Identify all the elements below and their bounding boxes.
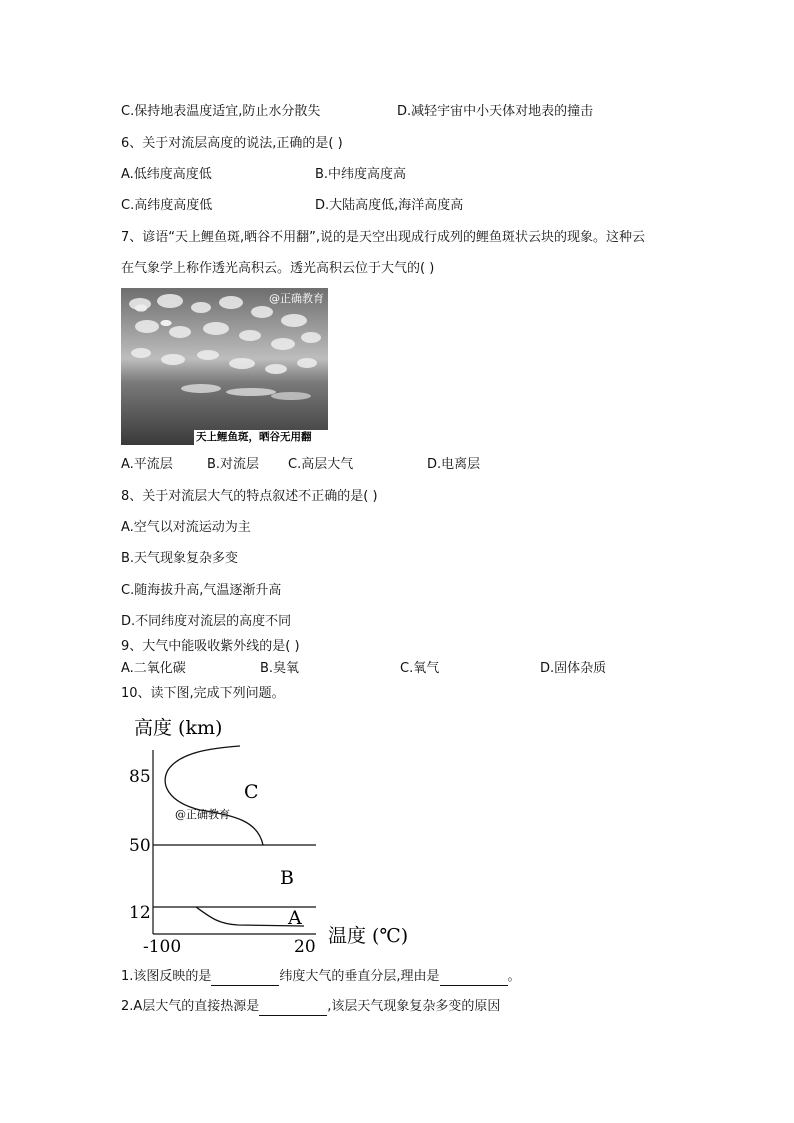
q9-option-a: A.二氧化碳 bbox=[121, 661, 186, 676]
q7-option-c: C.高层大气 bbox=[288, 457, 354, 472]
q7-option-d: D.电离层 bbox=[427, 457, 481, 472]
q7-option-a: A.平流层 bbox=[121, 457, 173, 472]
y-tick-12: 12 bbox=[129, 903, 151, 923]
q9-option-d: D.固体杂质 bbox=[540, 661, 607, 676]
chart-xlabel: 温度 (℃) bbox=[328, 925, 409, 947]
q6-option-c: C.高纬度高度低 bbox=[121, 198, 213, 213]
photo-watermark: @正确教育 bbox=[269, 292, 324, 305]
q7-stem-line1: 7、谚语“天上鲤鱼斑,晒谷不用翻”,说的是天空出现成行成列的鲤鱼斑状云块的现象。这种云 bbox=[121, 230, 646, 245]
q6-stem: 6、关于对流层高度的说法,正确的是( ) bbox=[121, 136, 343, 151]
q8-option-d: D.不同纬度对流层的高度不同 bbox=[121, 614, 292, 629]
q6-option-a: A.低纬度高度低 bbox=[121, 167, 212, 182]
q10-stem: 10、读下图,完成下列问题。 bbox=[121, 686, 285, 701]
layer-label-b: B bbox=[280, 867, 294, 889]
q10-sub1-middle: 纬度大气的垂直分层,理由是 bbox=[279, 969, 440, 984]
answer-blank-3[interactable] bbox=[259, 1001, 327, 1016]
photo-caption: 天上鲤鱼斑，晒谷无用翻 bbox=[194, 430, 328, 445]
layer-label-c: C bbox=[244, 781, 259, 803]
q10-sub2 bbox=[121, 998, 500, 1016]
q8-option-c: C.随海拔升高,气温逐渐升高 bbox=[121, 583, 282, 598]
q10-sub2-prefix: 2.A层大气的直接热源是 bbox=[121, 999, 260, 1014]
q9-option-c: C.氧气 bbox=[400, 661, 440, 676]
answer-blank-1[interactable] bbox=[211, 971, 279, 986]
q10-sub1-end: 。 bbox=[507, 969, 521, 984]
y-tick-85: 85 bbox=[129, 767, 151, 787]
cloud-photo bbox=[121, 288, 328, 445]
q9-option-b: B.臭氧 bbox=[260, 661, 300, 676]
q10-sub2-suffix: ,该层天气现象复杂多变的原因 bbox=[327, 999, 501, 1014]
q10-sub1 bbox=[121, 968, 521, 986]
q8-stem: 8、关于对流层大气的特点叙述不正确的是( ) bbox=[121, 489, 378, 504]
q10-sub1-prefix: 1.该图反映的是 bbox=[121, 969, 212, 984]
chart-ylabel: 高度 (km) bbox=[134, 717, 223, 739]
y-tick-50: 50 bbox=[129, 836, 151, 856]
q5-option-d: D.减轻宇宙中小天体对地表的撞击 bbox=[397, 104, 594, 119]
atmosphere-layer-chart bbox=[118, 712, 418, 962]
q9-stem: 9、大气中能吸收紫外线的是( ) bbox=[121, 639, 300, 654]
q5-option-c: C.保持地表温度适宜,防止水分散失 bbox=[121, 104, 321, 119]
chart-watermark: @正确教育 bbox=[175, 808, 230, 821]
q7-option-b: B.对流层 bbox=[207, 457, 260, 472]
answer-blank-2[interactable] bbox=[440, 971, 508, 986]
layer-label-a: A bbox=[288, 907, 302, 929]
q6-option-b: B.中纬度高度高 bbox=[315, 167, 407, 182]
q6-option-d: D.大陆高度低,海洋高度高 bbox=[315, 198, 464, 213]
x-tick-max: 20 bbox=[294, 937, 316, 957]
q8-option-a: A.空气以对流运动为主 bbox=[121, 520, 251, 535]
q8-option-b: B.天气现象复杂多变 bbox=[121, 551, 239, 566]
x-tick-min: -100 bbox=[143, 937, 182, 957]
q7-stem-line2: 在气象学上称作透光高积云。透光高积云位于大气的( ) bbox=[121, 261, 435, 276]
